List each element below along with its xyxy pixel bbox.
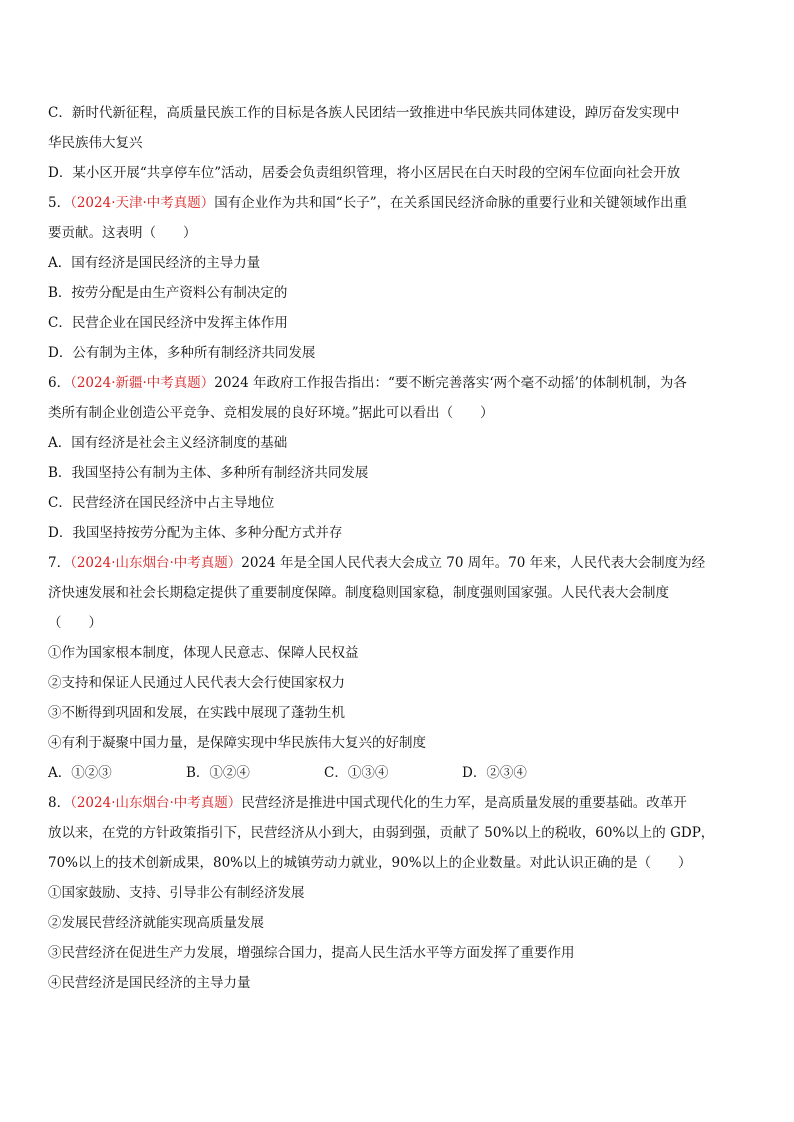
- q8-statement-4: ④民营经济是国民经济的主导力量: [48, 975, 251, 991]
- q8-stem-text: 民营经济是推进中国式现代化的生力军，是高质量发展的重要基础。改革开: [241, 795, 687, 811]
- q7-option-c: C．①③④: [324, 765, 389, 781]
- q5-stem-line1: [48, 188, 746, 218]
- q8-statement-1: ①国家鼓励、支持、引导非公有制经济发展: [48, 885, 305, 901]
- prev-option-c-line1: C．新时代新征程，高质量民族工作的目标是各族人民团结一致推进中华民族共同体建设，踔厉奋发实现中: [48, 105, 680, 121]
- q5-option-d: D．公有制为主体，多种所有制经济共同发展: [48, 345, 316, 361]
- q5-option-a: A．国有经济是国民经济的主导力量: [48, 255, 261, 271]
- q8-stem-line2: 放以来，在党的方针政策指引下，民营经济从小到大，由弱到强，贡献了 50%以上的税收，60%以上的 GDP，: [48, 825, 715, 841]
- question-5: [48, 188, 746, 368]
- q6-option-c: C．民营经济在国民经济中占主导地位: [48, 495, 275, 511]
- prev-option-c-line2: 华民族伟大复兴: [48, 135, 143, 151]
- q5-stem-line2: 要贡献。这表明（ ）: [48, 225, 197, 241]
- q7-statement-2: ②支持和保证人民通过人民代表大会行使国家权力: [48, 675, 345, 691]
- q7-number: 7．: [48, 555, 71, 571]
- prev-option-d: D．某小区开展“共享停车位”活动，居委会负责组织管理，将小区居民在白天时段的空闲车位面向社会开放: [48, 165, 681, 181]
- q6-source: （2024·新疆·中考真题）: [70, 375, 215, 391]
- q7-option-b: B．①②④: [186, 765, 250, 781]
- q8-stem-line1: [48, 788, 746, 818]
- q7-stem-line2: 济快速发展和社会长期稳定提供了重要制度保障。制度稳则国家稳，制度强则国家强。人民代表大会制度: [48, 585, 669, 601]
- q5-option-c: C．民营企业在国民经济中发挥主体作用: [48, 315, 288, 331]
- q6-option-a: A．国有经济是社会主义经济制度的基础: [48, 435, 288, 451]
- q7-stem-line3: （ ）: [48, 615, 102, 631]
- q8-source: （2024·山东烟台·中考真题）: [70, 795, 242, 811]
- q6-option-d: D．我国坚持按劳分配为主体、多种分配方式并存: [48, 525, 343, 541]
- q7-stem-text: 2024 年是全国人民代表大会成立 70 周年。70 年来，人民代表大会制度为经: [241, 555, 706, 571]
- question-6: [48, 368, 746, 548]
- q5-option-b: B．按劳分配是由生产资料公有制决定的: [48, 285, 288, 301]
- q6-stem-line2: 类所有制企业创造公平竞争、竞相发展的良好环境。”据此可以看出（ ）: [48, 405, 494, 421]
- q7-statement-1: ①作为国家根本制度，体现人民意志、保障人民权益: [48, 645, 359, 661]
- q5-source: （2024·天津·中考真题）: [70, 195, 215, 211]
- q7-statement-3: ③不断得到巩固和发展，在实践中展现了蓬勃生机: [48, 705, 345, 721]
- q7-source: （2024·山东烟台·中考真题）: [70, 555, 242, 571]
- question-8: [48, 788, 746, 998]
- q7-option-a: A．①②③: [48, 765, 112, 781]
- q8-statement-2: ②发展民营经济就能实现高质量发展: [48, 915, 264, 931]
- q6-option-b: B．我国坚持公有制为主体、多种所有制经济共同发展: [48, 465, 369, 481]
- q8-stem-line3: 70%以上的技术创新成果，80%以上的城镇劳动力就业，90%以上的企业数量。对此认识正确的是（ ）: [48, 855, 692, 871]
- q8-number: 8．: [48, 795, 71, 811]
- q5-number: 5．: [48, 195, 71, 211]
- q6-stem-text: 2024 年政府工作报告指出：“要不断完善落实‘两个毫不动摇’的体制机制，为各: [214, 375, 687, 391]
- q7-statement-4: ④有利于凝聚中国力量，是保障实现中华民族伟大复兴的好制度: [48, 735, 426, 751]
- q7-options: [48, 758, 746, 788]
- q6-stem-line1: [48, 368, 746, 398]
- q5-stem-text: 国有企业作为共和国“长子”，在关系国民经济命脉的重要行业和关键领域作出重: [214, 195, 688, 211]
- question-7: [48, 548, 746, 788]
- q6-number: 6．: [48, 375, 71, 391]
- q8-statement-3: ③民营经济在促进生产力发展，增强综合国力，提高人民生活水平等方面发挥了重要作用: [48, 945, 575, 961]
- q7-stem-line1: [48, 548, 746, 578]
- q7-option-d: D．②③④: [462, 765, 527, 781]
